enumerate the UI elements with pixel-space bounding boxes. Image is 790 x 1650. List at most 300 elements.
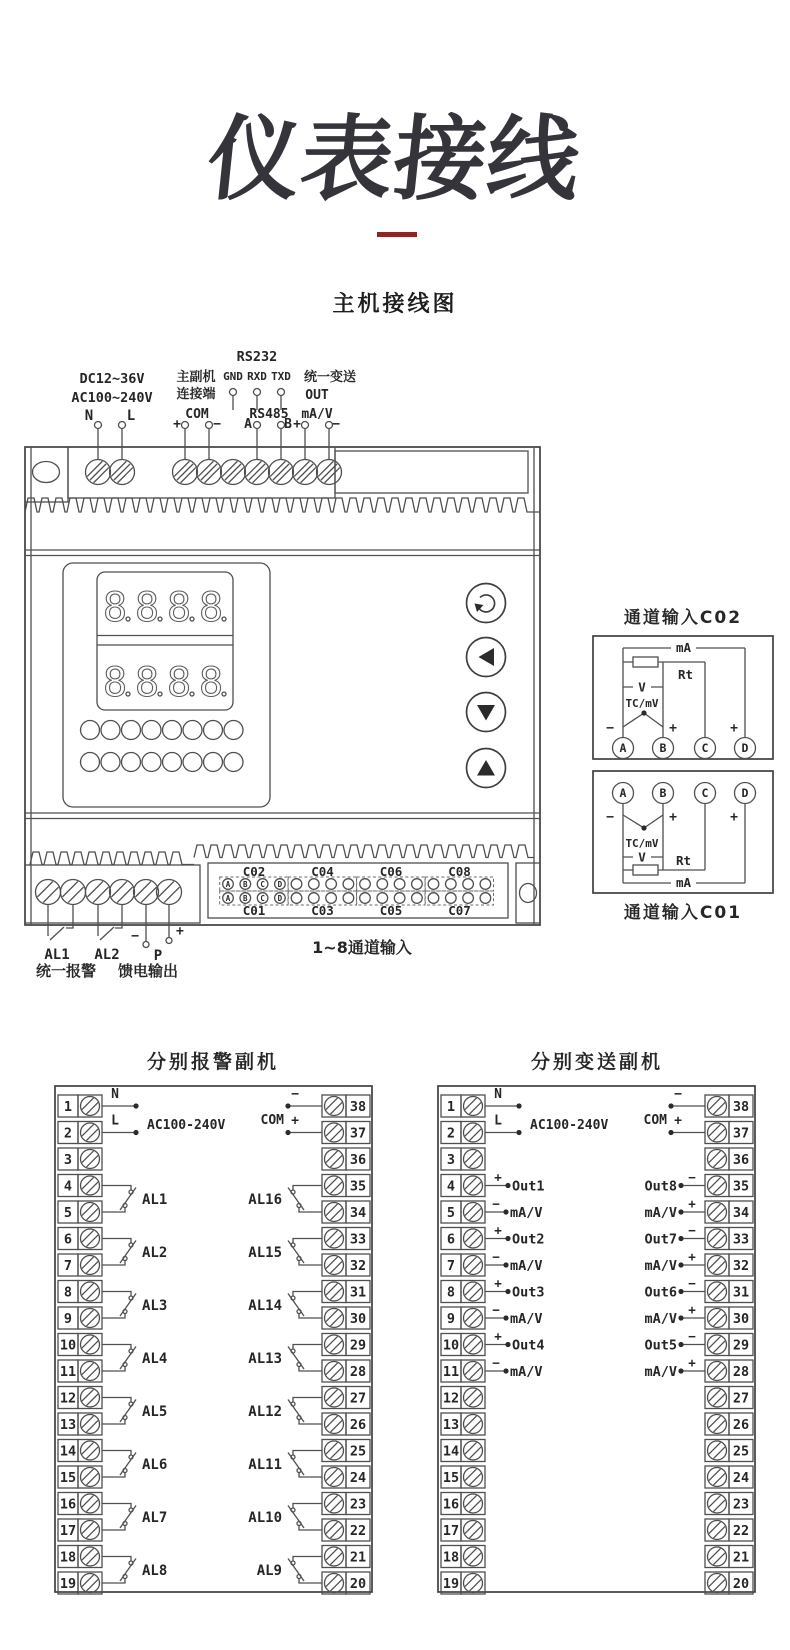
- terminal-screw-cell: [322, 1493, 346, 1515]
- screw-terminal: [81, 1097, 100, 1116]
- l-label: L: [111, 1113, 119, 1129]
- terminal-screw-cell: [78, 1546, 102, 1568]
- terminal-number: 13: [442, 1417, 460, 1433]
- relay-label: AL16: [248, 1191, 282, 1208]
- down-arrow-icon: [477, 705, 495, 721]
- relay-label: AL14: [248, 1297, 282, 1314]
- display-dot: [222, 617, 226, 621]
- terminal-number: 15: [59, 1470, 77, 1486]
- connector-hole: [377, 893, 388, 904]
- display-digit: 8: [103, 585, 128, 631]
- terminal-screw-cell: [461, 1466, 485, 1488]
- transmit-slave-block: [438, 1086, 755, 1594]
- link-label-line2: 连接端: [176, 387, 216, 402]
- screw-terminal: [81, 1441, 100, 1460]
- title-accent-bar: [377, 232, 417, 237]
- terminal-number: 2: [446, 1125, 456, 1142]
- screw-terminal: [464, 1547, 483, 1566]
- output-label: Out8: [644, 1178, 677, 1195]
- terminal-number: 14: [59, 1443, 77, 1460]
- c02-terminal-a: A: [619, 741, 627, 755]
- terminal-number: 7: [63, 1258, 73, 1274]
- connector-hole: [428, 893, 439, 904]
- screw-terminal: [325, 1309, 344, 1328]
- connector-hole: [360, 879, 371, 890]
- screw-terminal: [464, 1282, 483, 1301]
- terminal-screw-cell: [461, 1281, 485, 1303]
- connector-pin-letter: D: [277, 893, 283, 903]
- screw-terminal: [81, 1415, 100, 1434]
- c01-tc-label: TC/mV: [625, 837, 659, 850]
- screw-terminal: [81, 1335, 100, 1354]
- c01-minus: −: [606, 810, 614, 825]
- screw-terminal: [325, 1203, 344, 1222]
- slave-unit-diagrams: [0, 990, 790, 1650]
- connector-hole: [394, 893, 405, 904]
- connector-hole: [463, 893, 474, 904]
- screw-terminal: [81, 1494, 100, 1513]
- terminal-screw-cell: [322, 1546, 346, 1568]
- screw-terminal: [325, 1468, 344, 1487]
- dc-voltage-label: DC12~36V: [79, 371, 145, 387]
- screw-terminal: [464, 1256, 483, 1275]
- screw-terminal: [708, 1309, 727, 1328]
- c02-d-plus: +: [730, 721, 738, 736]
- led-indicator: [142, 753, 161, 772]
- screw-terminal: [464, 1150, 483, 1169]
- terminal-number: 7: [446, 1258, 456, 1274]
- screw-terminal: [134, 880, 159, 905]
- screw-terminal: [708, 1097, 727, 1116]
- led-indicator: [81, 753, 100, 772]
- connector-hole: [291, 879, 302, 890]
- connector-pin-letter: A: [225, 893, 231, 903]
- out-label: OUT: [305, 388, 329, 403]
- output-label: Out7: [644, 1231, 677, 1248]
- screw-terminal: [708, 1468, 727, 1487]
- output-minus: −: [492, 1302, 500, 1317]
- out-unit-label: mA/V: [301, 407, 333, 422]
- connector-hole: [428, 879, 439, 890]
- connector-pin-letter: C: [260, 879, 265, 889]
- display-dot: [190, 692, 194, 696]
- connector-group-label: C07: [448, 903, 471, 918]
- ac-voltage-label: AC100~240V: [71, 390, 153, 406]
- screw-terminal: [464, 1335, 483, 1354]
- screw-terminal: [81, 1362, 100, 1381]
- terminal-screw-cell: [78, 1254, 102, 1276]
- output-plus: +: [688, 1249, 696, 1264]
- terminal-number: 37: [349, 1125, 367, 1142]
- terminal-number: 15: [442, 1470, 460, 1486]
- output-unit: mA/V: [644, 1311, 677, 1327]
- terminal-number: 6: [63, 1231, 73, 1248]
- led-indicator: [224, 753, 243, 772]
- terminal-screw-cell: [322, 1175, 346, 1197]
- terminal-number: 22: [349, 1523, 367, 1539]
- connector-group-label: C03: [311, 903, 334, 918]
- led-indicator: [163, 721, 182, 740]
- al1-label: AL1: [44, 947, 70, 963]
- relay-label: AL15: [248, 1244, 282, 1261]
- screw-terminal: [325, 1123, 344, 1142]
- screw-terminal: [708, 1547, 727, 1566]
- terminal-number: 18: [442, 1549, 460, 1566]
- output-plus: +: [494, 1275, 502, 1291]
- screw-terminal: [317, 460, 342, 485]
- terminal-number: 4: [446, 1178, 456, 1195]
- screw-terminal: [464, 1415, 483, 1434]
- terminal-number: 19: [59, 1576, 77, 1592]
- connector-hole: [326, 879, 337, 890]
- screw-terminal: [325, 1097, 344, 1116]
- screw-terminal: [81, 1309, 100, 1328]
- terminal-number: 4: [63, 1178, 73, 1195]
- relay-label: AL4: [142, 1350, 168, 1367]
- terminal-number: 13: [59, 1417, 77, 1433]
- output-minus: −: [688, 1275, 696, 1291]
- rs485-b: B: [284, 417, 292, 432]
- relay-label: AL5: [142, 1403, 168, 1420]
- terminal-screw-cell: [461, 1360, 485, 1382]
- power-voltage-label: AC100-240V: [530, 1118, 609, 1133]
- screw-terminal: [81, 1388, 100, 1407]
- c02-ma-label: mA: [675, 640, 692, 655]
- screw-terminal: [325, 1441, 344, 1460]
- terminal-screw-cell: [322, 1254, 346, 1276]
- terminal-screw-cell: [322, 1228, 346, 1250]
- display-digit: 8: [167, 660, 192, 706]
- terminal-screw-cell: [705, 1334, 729, 1356]
- terminal-screw-cell: [78, 1095, 102, 1117]
- channel-c01-title: 通道输入C01: [623, 903, 743, 923]
- terminal-number: 26: [349, 1417, 367, 1433]
- screw-terminal: [708, 1521, 727, 1540]
- display-digit: 8: [199, 660, 224, 706]
- p-minus: −: [131, 929, 139, 944]
- terminal-screw-cell: [322, 1307, 346, 1329]
- output-plus: +: [688, 1196, 696, 1211]
- screw-terminal: [61, 880, 86, 905]
- terminal-number: 8: [446, 1284, 456, 1301]
- connector-group-label: C02: [242, 864, 266, 879]
- main-diagram-title: 主机接线图: [332, 292, 458, 317]
- connector-pin-letter: A: [225, 879, 231, 889]
- terminal-screw-cell: [705, 1360, 729, 1382]
- screw-terminal: [708, 1362, 727, 1381]
- rxd-pin-label: RXD: [247, 370, 267, 383]
- terminal-number: 12: [442, 1390, 460, 1407]
- connector-group-label: C01: [242, 903, 266, 918]
- output-label: Out2: [512, 1231, 545, 1248]
- out-plus: +: [293, 417, 301, 432]
- terminal-screw-cell: [78, 1228, 102, 1250]
- screw-terminal: [36, 880, 61, 905]
- screw-terminal: [464, 1203, 483, 1222]
- txd-pin-label: TXD: [271, 370, 291, 383]
- c02-tc-label: TC/mV: [625, 697, 659, 710]
- display-digit: 8: [167, 585, 192, 631]
- output-plus: +: [494, 1169, 502, 1185]
- connector-hole: [309, 893, 320, 904]
- screw-terminal: [708, 1282, 727, 1301]
- c01-ma-label: mA: [675, 875, 692, 890]
- com-minus: −: [674, 1087, 682, 1102]
- terminal-number: 14: [442, 1443, 460, 1460]
- terminal-screw-cell: [461, 1175, 485, 1197]
- terminal-screw-cell: [461, 1201, 485, 1223]
- connector-hole: [360, 893, 371, 904]
- terminal-screw-cell: [705, 1413, 729, 1435]
- output-plus: +: [688, 1355, 696, 1370]
- terminal-number: 10: [59, 1337, 77, 1354]
- front-panel-buttons: [467, 584, 506, 788]
- com-plus: +: [674, 1113, 682, 1129]
- terminal-number: 6: [446, 1231, 456, 1248]
- connector-hole: [446, 879, 457, 890]
- terminal-number: 20: [732, 1576, 750, 1592]
- terminal-screw-cell: [322, 1334, 346, 1356]
- c01-terminal-a: A: [619, 786, 627, 800]
- output-label: Out3: [512, 1284, 545, 1301]
- terminal-screw-cell: [78, 1493, 102, 1515]
- rs232-label: RS232: [236, 349, 278, 365]
- channel-c02-box: [593, 636, 773, 759]
- c01-rt-label: Rt: [676, 853, 692, 868]
- screw-terminal: [81, 1150, 100, 1169]
- main-wiring-diagram: [0, 330, 790, 990]
- terminal-number: 31: [349, 1284, 367, 1301]
- page-title: 仪表接线: [202, 106, 586, 213]
- terminal-screw-cell: [461, 1307, 485, 1329]
- terminal-number: 8: [63, 1284, 73, 1301]
- relay-label: AL13: [248, 1350, 282, 1367]
- screw-terminal: [325, 1415, 344, 1434]
- terminal-number: 32: [732, 1258, 750, 1274]
- screw-terminal: [464, 1362, 483, 1381]
- terminal-screw-cell: [78, 1519, 102, 1541]
- terminal-number: 18: [59, 1549, 77, 1566]
- relay-label: AL1: [142, 1191, 168, 1208]
- unified-output-cn-label: 统一变送: [303, 370, 357, 385]
- output-unit: mA/V: [644, 1205, 677, 1221]
- output-minus: −: [688, 1222, 696, 1238]
- relay-label: AL3: [142, 1297, 168, 1314]
- down-button: [467, 693, 506, 732]
- terminal-number: 29: [732, 1337, 750, 1354]
- terminal-number: 27: [349, 1390, 367, 1407]
- terminal-number: 20: [349, 1576, 367, 1592]
- output-minus: −: [688, 1328, 696, 1344]
- terminal-number: 9: [63, 1311, 73, 1327]
- out-minus: −: [332, 417, 340, 432]
- connector-pin-letter: B: [243, 893, 248, 903]
- terminal-number: 31: [732, 1284, 750, 1301]
- terminal-screw-cell: [78, 1307, 102, 1329]
- com-label: COM: [260, 1113, 284, 1128]
- terminal-screw-cell: [322, 1360, 346, 1382]
- display-dot: [126, 692, 130, 696]
- screw-terminal: [81, 1229, 100, 1248]
- terminal-number: 2: [63, 1125, 73, 1142]
- c02-plus: +: [669, 721, 677, 736]
- led-indicators: [81, 721, 244, 772]
- terminal-number: 22: [732, 1523, 750, 1539]
- connector-group-label: C04: [311, 864, 334, 879]
- screw-terminal: [464, 1494, 483, 1513]
- terminal-number: 9: [446, 1311, 456, 1327]
- c02-terminal-c: C: [701, 741, 709, 755]
- transmit-block-title: 分别变送副机: [530, 1051, 664, 1073]
- screw-terminal: [708, 1574, 727, 1593]
- led-indicator: [183, 753, 202, 772]
- fin-row: [25, 498, 540, 512]
- terminal-screw-cell: [322, 1148, 346, 1170]
- connector-hole: [412, 879, 423, 890]
- terminal-number: 34: [349, 1205, 367, 1221]
- screw-terminal: [81, 1468, 100, 1487]
- screw-terminal: [269, 460, 294, 485]
- unified-alarm-caption: 统一报警: [36, 962, 97, 980]
- output-minus: −: [688, 1169, 696, 1185]
- led-indicator: [81, 721, 100, 740]
- terminal-screw-cell: [461, 1493, 485, 1515]
- power-voltage-label: AC100-240V: [147, 1118, 226, 1133]
- terminal-number: 3: [446, 1152, 456, 1168]
- screw-terminal: [325, 1176, 344, 1195]
- screw-terminal: [173, 460, 198, 485]
- terminal-screw-cell: [705, 1466, 729, 1488]
- terminal-screw-cell: [78, 1466, 102, 1488]
- terminal-screw-cell: [461, 1413, 485, 1435]
- terminal-screw-cell: [705, 1440, 729, 1462]
- terminal-number: 5: [63, 1205, 73, 1221]
- screw-terminal: [464, 1309, 483, 1328]
- screw-terminal: [325, 1574, 344, 1593]
- terminal-number: 24: [732, 1470, 750, 1486]
- display-digit: 8: [103, 660, 128, 706]
- terminal-screw-cell: [705, 1254, 729, 1276]
- terminal-number: 11: [59, 1364, 77, 1380]
- display-digit: 8: [135, 660, 160, 706]
- connector-hole: [394, 879, 405, 890]
- output-plus: +: [494, 1328, 502, 1344]
- relay-label: AL2: [142, 1244, 168, 1261]
- screw-terminal: [708, 1123, 727, 1142]
- screw-terminal: [708, 1441, 727, 1460]
- al2-label: AL2: [94, 947, 120, 963]
- screw-terminal: [81, 1123, 100, 1142]
- c02-minus: −: [606, 721, 614, 736]
- output-unit: mA/V: [644, 1364, 677, 1380]
- c02-v-label: V: [638, 679, 646, 695]
- channel-c01-box: [593, 771, 773, 893]
- relay-label: AL12: [248, 1403, 282, 1420]
- screw-terminal: [221, 460, 246, 485]
- connector-pin-letter: C: [260, 893, 265, 903]
- c01-plus: +: [669, 810, 677, 825]
- top-terminal-screws: [86, 460, 342, 485]
- terminal-screw-cell: [461, 1334, 485, 1356]
- terminal-screw-cell: [705, 1148, 729, 1170]
- neutral-label: N: [84, 408, 94, 424]
- screw-terminal: [708, 1256, 727, 1275]
- display-digit: 8: [135, 585, 160, 631]
- led-indicator: [122, 721, 141, 740]
- terminal-number: 32: [349, 1258, 367, 1274]
- display-dot: [158, 617, 162, 621]
- screw-terminal: [708, 1494, 727, 1513]
- connector-hole: [377, 879, 388, 890]
- terminal-number: 1: [63, 1099, 73, 1115]
- output-unit: mA/V: [510, 1311, 543, 1327]
- screw-terminal: [325, 1521, 344, 1540]
- terminal-number: 17: [442, 1523, 460, 1539]
- terminal-number: 19: [442, 1576, 460, 1592]
- relay-label: AL10: [248, 1509, 282, 1526]
- led-indicator: [204, 721, 223, 740]
- c01-terminal-c: C: [701, 786, 709, 800]
- relay-label: AL8: [142, 1562, 168, 1579]
- channel-c02-title: 通道输入C02: [623, 608, 743, 628]
- screw-terminal: [81, 1547, 100, 1566]
- relay-label: AL7: [142, 1509, 168, 1526]
- led-indicator: [101, 721, 120, 740]
- com-label: COM: [643, 1113, 667, 1128]
- terminal-screw-cell: [78, 1334, 102, 1356]
- screw-terminal: [464, 1388, 483, 1407]
- connector-hole: [412, 893, 423, 904]
- screw-terminal: [464, 1574, 483, 1593]
- terminal-screw-cell: [461, 1546, 485, 1568]
- terminal-number: 38: [732, 1099, 750, 1115]
- terminal-number: 27: [732, 1390, 750, 1407]
- rs485-label: RS485: [249, 407, 289, 422]
- connector-pin-letter: D: [277, 879, 283, 889]
- display-dot: [190, 617, 194, 621]
- screw-terminal: [325, 1256, 344, 1275]
- output-unit: mA/V: [510, 1258, 543, 1274]
- screw-terminal: [110, 880, 135, 905]
- terminal-screw-cell: [461, 1228, 485, 1250]
- terminal-number: 36: [349, 1152, 367, 1168]
- screw-terminal: [325, 1547, 344, 1566]
- terminal-screw-cell: [78, 1572, 102, 1594]
- screw-terminal: [157, 880, 182, 905]
- screw-terminal: [245, 460, 270, 485]
- terminal-number: 10: [442, 1337, 460, 1354]
- led-indicator: [224, 721, 243, 740]
- output-minus: −: [492, 1196, 500, 1211]
- terminal-number: 1: [446, 1099, 456, 1115]
- connector-hole: [326, 893, 337, 904]
- n-label: N: [494, 1087, 502, 1102]
- line-label: L: [126, 408, 136, 424]
- terminal-screw-cell: [78, 1413, 102, 1435]
- output-unit: mA/V: [510, 1364, 543, 1380]
- c01-d-plus: +: [730, 810, 738, 825]
- terminal-screw-cell: [705, 1201, 729, 1223]
- screw-terminal: [86, 880, 111, 905]
- screw-terminal: [708, 1229, 727, 1248]
- terminal-screw-cell: [705, 1095, 729, 1117]
- terminal-screw-cell: [461, 1148, 485, 1170]
- left-arrow-icon: [479, 648, 495, 666]
- channels-caption: 1~8通道输入: [312, 938, 412, 957]
- connector-hole: [480, 879, 491, 890]
- terminal-screw-cell: [461, 1387, 485, 1409]
- connector-group-label: C06: [379, 864, 403, 879]
